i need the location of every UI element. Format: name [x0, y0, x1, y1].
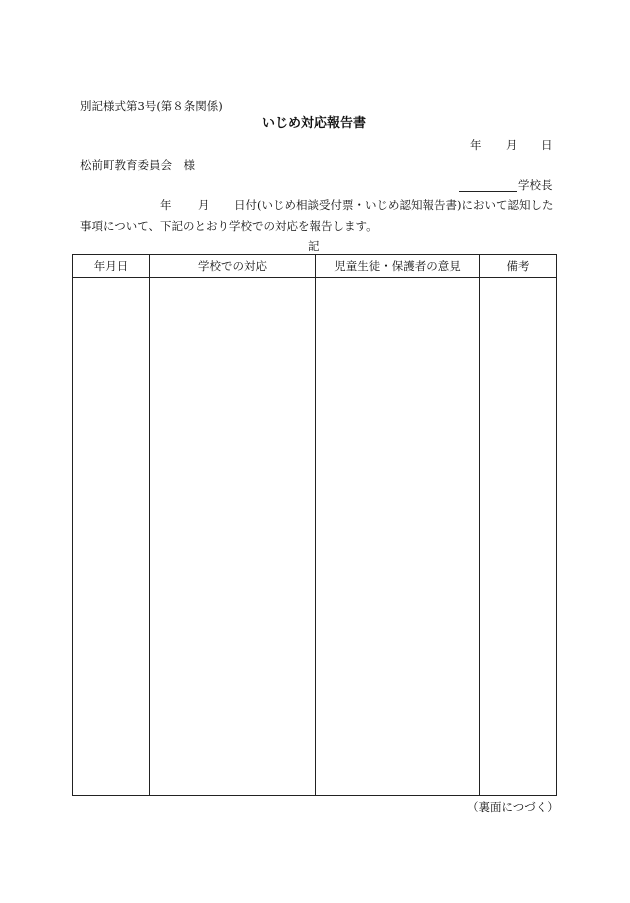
date-month-label: 月 — [506, 138, 518, 152]
header-school-response: 学校での対応 — [198, 259, 267, 273]
header-date: 年月日 — [93, 259, 129, 273]
form-label: 別記様式第3号(第８条関係) — [80, 99, 223, 113]
column-divider-3 — [479, 255, 480, 795]
cell-school-response[interactable] — [151, 279, 314, 794]
header-remarks: 備考 — [506, 259, 530, 273]
column-divider-2 — [315, 255, 316, 795]
body-month-label: 月 — [198, 198, 210, 212]
body-year-label: 年 — [160, 198, 172, 212]
body-line-2: 事項について、下記のとおり学校での対応を報告します。 — [80, 219, 378, 233]
document-title: いじめ対応報告書 — [262, 116, 367, 131]
date-day-label: 日 — [541, 138, 553, 152]
school-name-blank — [459, 179, 517, 192]
body-line-1: 日付(いじめ相談受付票・いじめ認知報告書)において認知した — [234, 198, 554, 212]
principal-signature-line — [459, 178, 553, 192]
cell-date[interactable] — [74, 279, 148, 794]
ki-label: 記 — [308, 239, 320, 253]
date-year-label: 年 — [470, 138, 482, 152]
cell-remarks[interactable] — [481, 279, 555, 794]
principal-label: 学校長 — [518, 178, 553, 192]
response-table — [72, 254, 557, 796]
column-divider-1 — [149, 255, 150, 795]
addressee: 松前町教育委員会 様 — [80, 158, 195, 172]
header-student-guardian-opinion: 児童生徒・保護者の意見 — [334, 259, 461, 273]
cell-student-guardian-opinion[interactable] — [317, 279, 478, 794]
continued-note: （裏面につづく） — [467, 800, 559, 814]
